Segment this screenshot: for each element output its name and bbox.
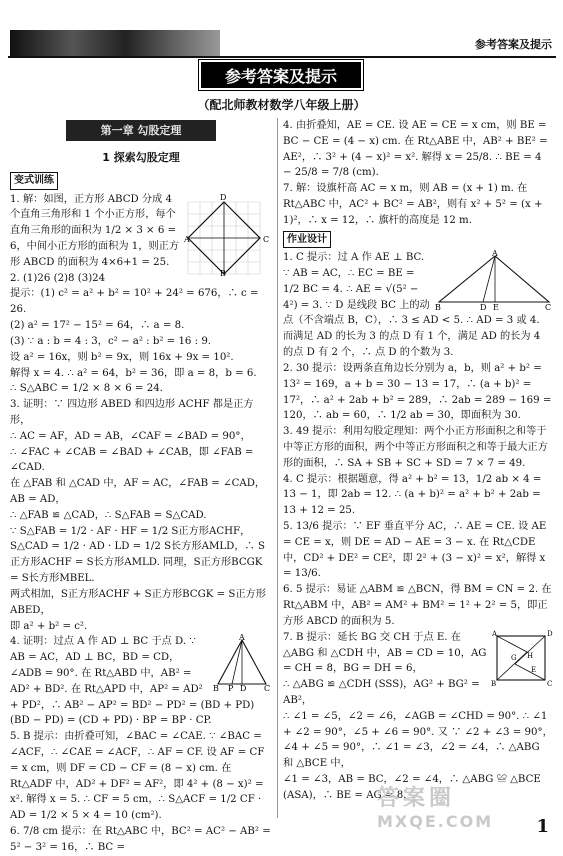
figure-square-with-triangles bbox=[491, 630, 553, 686]
section-heading: 1 探索勾股定理 bbox=[102, 151, 180, 165]
figure-isosceles-triangle bbox=[212, 634, 272, 692]
answer-text: 1. 解：如图，正方形 ABCD 分成 4 个直角三角形和 1 个小正方形，每个直角三角形的面积为 1/2 × 3 × 6 = 6，中间小正方形的面积为 1，则正方形 ABCD 的面积为 4×6+1 = 25. bbox=[10, 193, 180, 268]
page-number: 1 bbox=[536, 816, 549, 837]
answer-text: 4. 证明：过点 A 作 AD ⊥ BC 于点 D. ∵ AB = AC，AD ⊥ BC，BD = CD，∠ADB = 90°. 在 Rt△ABD 中，AB² = AD² + BD². 在 Rt△APD 中，AP² = AD² + PD²，∴ AB² − AP² = BD² − PD² = (BD + PD)(BD − PD) = (CD + PD) · BP = BP · CP. bbox=[10, 636, 255, 727]
fig2-label-d: D bbox=[480, 303, 487, 313]
fig1-label-c: C bbox=[263, 234, 270, 244]
homework-3: 3. 49 提示：利用勾股定理知：两个小正方形面积之和等于中等正方形的面积，两个中等正方形面积之和等于最大正方形的面积，∴ SA + SB + SC + SD = 7 × 7 = 49. bbox=[283, 426, 548, 469]
left-column bbox=[10, 118, 272, 856]
fig4-label-b: B bbox=[491, 679, 497, 686]
fig2-label-c: C bbox=[545, 303, 552, 313]
watermark-bottom: MXQE.COM bbox=[377, 812, 494, 831]
hint-line: 解得 x = 4. ∴ a² = 64，b² = 36，即 a = 8，b = 6. bbox=[10, 367, 257, 379]
fig3-label-p: P bbox=[228, 684, 234, 693]
watermark-logo bbox=[377, 781, 527, 837]
tag-homework-design: 作业设计 bbox=[283, 231, 331, 249]
page-title: 参考答案及提示 bbox=[201, 62, 361, 88]
proof-line: S△CAD = 1/2 · AD · LD = 1/2 S长方形AMLD，∴ S正方形ACHF = S长方形AMLD. 同理，S正方形BCGK = S长方形MBEL. bbox=[10, 541, 265, 585]
answer-text: 1. C 提示：过 A 作 AE ⊥ BC. ∵ AB = AC，∴ EC = BE = 1/2 BC = 4. ∴ AE = √(5² − 4²) = 3. ∵ D 是线段 BC 上的动点（不含端点 B，C），∴ 3 ≤ AD < 5. ∴ AD = 3 或 4. 而满足 AD 的长为 3 的点 D 有 1 个，满足 AD 的长为 4 的点 D 有 2 个，∴ 点 D 的个数为 3. bbox=[283, 252, 541, 359]
homework-2: 2. 30 提示：设两条直角边长分别为 a，b，则 a² + b² = 13² = 169，a + b = 30 − 13 = 17，∴ (a + b)² = 17²，∴ a² + 2ab + b² = 289，∴ 2ab = 289 − 169 = 120，∴ ab = 60，∴ 1/2 ab = 30，即面积为 30. bbox=[283, 362, 552, 422]
homework-4: 4. C 提示：根据题意，得 a² + b² = 13，1/2 ab × 4 = 13 − 1，即 2ab = 12. ∴ (a + b)² = a² + b² + 2ab = 13 + 12 = 25. bbox=[283, 473, 542, 517]
fig4-label-g: G bbox=[511, 653, 517, 662]
answer-right-4: 4. 由折叠知，AE = CE. 设 AE = CE = x cm，则 BE = BC − CE = (4 − x) cm. 在 Rt△ABE 中，AB² + BE² = AE²，∴ 3² + (4 − x)² = x². 解得 x = 25/8. ∴ BE = 4 − 25/8 = 7/8 (cm). bbox=[283, 120, 548, 179]
homework-7-line: ∴ ∠1 = ∠5，∠2 = ∠6，∠AGB = ∠CHD = 90°. ∴ ∠1 + ∠2 = 90°，∠5 + ∠6 = 90°. 又 ∵ ∠2 + ∠3 = 90°，∠4 + ∠5 = 90°，∴ ∠1 = ∠3，∠2 = ∠4，∴ △ABG 和 △BCE 中， bbox=[283, 710, 553, 770]
fig4-label-e: E bbox=[531, 665, 537, 674]
fig4-label-d: D bbox=[547, 629, 553, 638]
column-divider bbox=[277, 118, 278, 818]
page-subtitle: （配北师教材数学八年级上册） bbox=[197, 98, 366, 112]
answer-left-5: 5. B 提示：由折叠可知，∠BAC = ∠CAE. ∵ ∠BAC = ∠ACF，∴ ∠CAE = ∠ACF，∴ AF = CF. 设 AF = CF = x cm，则 DF = CD − CF = (8 − x) cm. 在 Rt△ADF 中，AD² + DF² = AF²，即 4² + (8 − x)² = x². 解得 x = 5. ∴ CF = 5 cm，∴ S△ACF = 1/2 CF · AD = 1/2 × 5 × 4 = 10 (cm²). bbox=[10, 731, 265, 822]
hint-line: ∴ S△ABC = 1/2 × 8 × 6 = 24. bbox=[10, 383, 163, 395]
proof-line: ∴ ∠FAC + ∠CAB = ∠BAD + ∠CAB，即 ∠FAB = ∠CAD. bbox=[10, 446, 254, 474]
header-banner-image bbox=[10, 30, 220, 56]
fig1-label-b: B bbox=[220, 268, 226, 278]
homework-1 bbox=[283, 250, 553, 361]
answer-right-7: 7. 解：设旗杆高 AC = x m，则 AB = (x + 1) m. 在 Rt△ABC 中，AC² + BC² = AB²，则有 x² + 5² = (x + 1)²，∴ x = 12，∴ 旗杆的高度是 12 m. bbox=[283, 183, 543, 226]
homework-7-line: ∴ △ABG ≌ △CDH (SSS)，AG² + BG² = AB²， bbox=[283, 679, 480, 706]
right-column bbox=[283, 118, 553, 804]
fig4-label-a: A bbox=[492, 629, 498, 638]
triangle-outline bbox=[439, 256, 549, 302]
hint-line: (3) ∵ a : b = 4 : 3，c² − a² : b² = 16 : 9. bbox=[10, 335, 212, 347]
fig3-label-d: D bbox=[240, 684, 247, 693]
figure-square-abcd bbox=[184, 192, 272, 278]
answer-left-4 bbox=[10, 634, 272, 729]
header-right-title: 参考答案及提示 bbox=[475, 38, 552, 51]
chapter-heading: 第一章 勾股定理 bbox=[66, 120, 216, 141]
homework-7-line: ∠1 = ∠3，AB = BC，∠2 = ∠4，∴ △ABG ≌ △BCE (ASA)，∴ BE = AG = 8， bbox=[283, 774, 541, 801]
proof-line: ∴ △FAB ≌ △CAD，∴ S△FAB = S△CAD. bbox=[10, 509, 207, 521]
fig3-label-a: A bbox=[239, 634, 245, 643]
proof-line: ∴ AC = AF，AD = AB，∠CAF = ∠BAD = 90°， bbox=[10, 430, 251, 442]
fig2-label-b: B bbox=[435, 303, 441, 313]
fig4-label-c: C bbox=[547, 679, 553, 686]
hint-line: 设 a² = 16x，则 b² = 9x，则 16x + 9x = 10². bbox=[10, 351, 234, 363]
proof-line: 两式相加，S正方形ACHF + S正方形BCGK = S正方形ABED， bbox=[10, 588, 266, 616]
answer-left-3: 3. 证明：∵ 四边形 ABED 和四边形 ACHF 都是正方形， bbox=[10, 399, 254, 426]
proof-line: ∵ S△FAB = 1/2 · AF · HF = 1/2 S正方形ACHF， bbox=[10, 525, 251, 537]
fig4-label-h: H bbox=[527, 651, 534, 660]
proof-line: 在 △FAB 和 △CAD 中，AF = AC，∠FAB = ∠CAD，AB = AD， bbox=[10, 478, 266, 506]
tag-variant-training: 变式训练 bbox=[10, 172, 58, 190]
fig1-label-d: D bbox=[220, 192, 227, 202]
fig3-label-c: C bbox=[264, 684, 271, 693]
homework-7 bbox=[283, 629, 553, 686]
answer-left-6: 6. 7/8 cm 提示：在 Rt△ABC 中，BC² = AC² − AB² = 5² − 3² = 16，∴ BC = bbox=[10, 826, 271, 853]
answer-text: 7. B 提示：延长 BG 交 CH 于点 E. 在 △ABG 和 △CDH 中，AB = CD = 10，AG = CH = 8，BG = DH = 6， bbox=[283, 631, 487, 675]
watermark-top: 答案圈 bbox=[377, 786, 456, 811]
fig2-label-e: E bbox=[493, 303, 499, 313]
hint-line: (2) a² = 17² − 15² = 64，∴ a = 8. bbox=[10, 320, 185, 332]
hint-line: 提示：(1) c² = a² + b² = 10² + 24² = 676，∴ c = 26. bbox=[10, 288, 259, 316]
fig2-label-a: A bbox=[492, 250, 498, 259]
homework-6: 6. 5 提示：易证 △ABM ≌ △BCN，得 BM = CN = 2. 在 Rt△ABM 中，AB² = AM² + BM² = 1² + 2² = 5，即正方形 ABCD 的面积为 5. bbox=[283, 584, 552, 627]
answer-left-2: 2. (1)26 (2)8 (3)24 bbox=[10, 272, 106, 284]
header-bar bbox=[8, 30, 556, 58]
homework-5: 5. 13/6 提示：∵ EF 垂直平分 AC，∴ AE = CE. 设 AE = CE = x，则 DE = AD − AE = 3 − x. 在 Rt△CDE 中，CD² + DE² = CE²，即 2² + (3 − x)² = x²，解得 x = 13/6. bbox=[283, 521, 547, 580]
figure-triangle-abc bbox=[435, 250, 553, 312]
fig1-label-a: A bbox=[184, 234, 190, 244]
fig3-label-b: B bbox=[213, 684, 219, 693]
proof-line: 即 a² + b² = c². bbox=[10, 620, 88, 632]
